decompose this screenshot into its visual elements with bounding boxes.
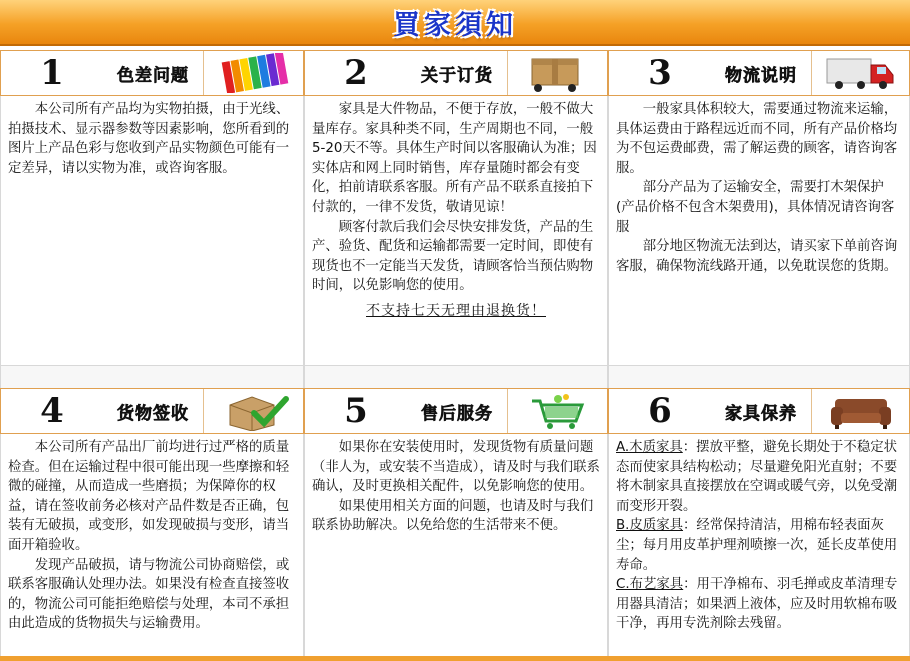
section-number: 3	[648, 53, 672, 93]
notice-grid	[0, 50, 910, 658]
paragraph: 顾客付款后我们会尽快安排发货，产品的生产、验货、配货和运输都需要一定时间，即使有现货也不一定能当天发货，请顾客恰当预估购物时间，以免影响您的使用。	[312, 219, 594, 294]
section-header-5	[304, 388, 608, 434]
paragraph: 一般家具体积较大，需要通过物流来运输，具体运费由于路程远近而不同，所有产品价格均为不包运费邮费，需了解运费的顾客，请咨询客服。	[616, 102, 898, 176]
section-number: 4	[40, 391, 64, 431]
return-policy-text: 不支持七天无理由退换货！	[366, 302, 546, 319]
delivery-truck-icon	[811, 51, 909, 95]
banner-title: 買家須知	[393, 9, 517, 41]
cardboard-box-icon	[507, 51, 607, 95]
section-number: 2	[344, 53, 368, 93]
section-number: 1	[40, 53, 64, 93]
paragraph: 发现产品破损，请与物流公司协商赔偿，或联系客服确认处理办法。如果没有检查直接签收的，物流公司可能拒绝赔偿与处理，本司不承担由此造成的货物损失与运输费用。	[8, 557, 290, 632]
section-number: 5	[344, 391, 368, 431]
section-header-2	[304, 50, 608, 96]
row-spacer	[0, 366, 304, 388]
paragraph: 部分地区物流无法到达，请买家下单前咨询客服，确保物流线路开通，以免耽误您的货期。	[616, 239, 898, 274]
paragraph: 部分产品为了运输安全，需要打木架保护(产品价格不包含木架费用)，具体情况请咨询客服	[616, 180, 895, 235]
section-body-1	[0, 96, 304, 366]
return-policy-notice	[312, 302, 600, 322]
box-checkmark-icon	[203, 389, 303, 433]
row-spacer	[608, 366, 910, 388]
paragraph: 本公司所有产品均为实物拍摄，由于光线、拍摄技术、显示器参数等因素影响，您所看到的图片上产品色彩与您收到产品实物颜色可能有一定差异，请以实物为准，或咨询客服。	[8, 102, 290, 176]
section-header-1	[0, 50, 304, 96]
bottom-bar	[0, 656, 910, 661]
section-title: 物流说明	[725, 65, 797, 86]
care-text: ：用干净棉布、羽毛掸或皮革清理专用器具清洁；如果洒上液体，应及时用软棉布吸干净，再用专洗剂除去残留。	[616, 577, 898, 632]
care-label: C.布艺家具	[616, 577, 684, 593]
row-spacer	[304, 366, 608, 388]
care-text: ：摆放平整，避免长期处于不稳定状态而使家具结构松动；尽量避免阳光直射；不要将木制家具直接摆放在空调或暖气旁，以免受潮而变形开裂。	[616, 440, 898, 514]
section-body-5	[304, 434, 608, 658]
banner	[0, 0, 910, 46]
section-title: 售后服务	[421, 403, 493, 424]
care-text: ：经常保持清洁，用棉布轻表面灰尘；每月用皮革护理剂喷擦一次，延长皮革使用寿命。	[616, 518, 898, 573]
section-title: 家具保养	[725, 403, 797, 424]
section-title: 色差问题	[117, 65, 189, 86]
section-title: 货物签收	[117, 403, 189, 424]
section-body-4	[0, 434, 304, 658]
section-number: 6	[648, 391, 672, 431]
care-item	[616, 516, 902, 575]
sofa-icon	[811, 389, 909, 433]
shopping-cart-icon	[507, 389, 607, 433]
care-label: B.皮质家具	[616, 518, 684, 534]
section-header-4	[0, 388, 304, 434]
care-item	[616, 575, 902, 634]
paragraph: 如果你在安装使用时，发现货物有质量问题（非人为，或安装不当造成），请及时与我们联系确认，及时更换相关配件，以免影响您的使用。	[312, 440, 600, 495]
care-item	[616, 438, 902, 516]
paragraph: 本公司所有产品出厂前均进行过严格的质量检查。但在运输过程中很可能出现一些摩擦和轻微的碰撞，从而造成一些磨损；为保障你的权益，请在签收前务必核对产品件数是否正确，包装有无破损，或变形，如发现破损与变形，请当面开箱验收。	[8, 440, 290, 553]
color-swatch-icon	[203, 51, 303, 95]
section-header-3	[608, 50, 910, 96]
section-body-2	[304, 96, 608, 366]
section-header-6	[608, 388, 910, 434]
section-body-3	[608, 96, 910, 366]
paragraph: 如果使用相关方面的问题，也请及时与我们联系协助解决。以免给您的生活带来不便。	[312, 498, 594, 534]
care-label: A.木质家具	[616, 440, 683, 455]
section-title: 关于订货	[421, 65, 493, 86]
paragraph: 家具是大件物品，不便于存放，一般不做大量库存。家具种类不同，生产周期也不同，一般5-20天不等。具体生产时间以客服确认为准；因实体店和网上同时销售，库存量随时都会有变化，拍前请联系客服。所有产品不联系直接拍下付款的，一律不发货，敬请见谅！	[312, 102, 597, 215]
section-body-6	[608, 434, 910, 658]
